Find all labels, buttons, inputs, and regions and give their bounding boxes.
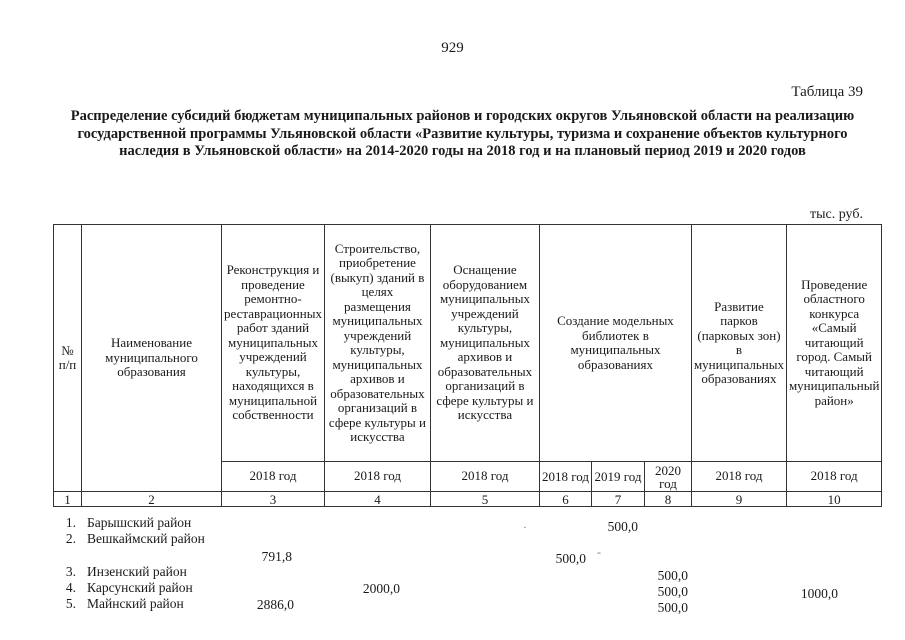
row-value-col8: 500,0 <box>657 584 688 599</box>
row-value-col3: 791,8 <box>261 549 292 564</box>
col-number-3: 3 <box>222 492 325 507</box>
year-col6: 2018 год <box>539 462 591 492</box>
year-col3: 2018 год <box>222 462 325 492</box>
row-number: 4. <box>65 580 76 595</box>
col-number-7: 7 <box>591 492 644 507</box>
row-name: Майнский район <box>87 596 184 611</box>
col-number-6: 6 <box>539 492 591 507</box>
year-col8: 2020 год <box>644 462 691 492</box>
row-name: Инзенский район <box>87 564 187 579</box>
col-number-9: 9 <box>691 492 786 507</box>
year-col7: 2019 год <box>591 462 644 492</box>
row-number: 1. <box>65 515 76 530</box>
subsidy-table-header <box>53 224 882 507</box>
row-value-col3: 2886,0 <box>256 597 294 612</box>
col-number-5: 5 <box>430 492 539 507</box>
header-parks: Развитие парков (парковых зон) в муниципальных образованиях <box>691 225 786 462</box>
year-col10: 2018 год <box>786 462 881 492</box>
row-name: Вешкаймский район <box>87 531 205 546</box>
col-number-1: 1 <box>54 492 82 507</box>
row-value-col7: 500,0 <box>607 519 638 534</box>
col-number-8: 8 <box>644 492 691 507</box>
row-number: 3. <box>65 564 76 579</box>
col-number-4: 4 <box>324 492 430 507</box>
row-value-col4: 2000,0 <box>362 581 400 596</box>
document-title: Распределение субсидий бюджетам муниципальных районов и городских округов Ульяновской области на реализацию государственной программы Ульяновской области «Развитие культуры, туризма и сохранение объектов культурного наследия в Ульяновской области» на 2014-2020 годы на 2018 год и на плановый период 2019 и 2020 годов <box>70 108 855 159</box>
row-value-col8: 500,0 <box>657 568 688 583</box>
year-col4: 2018 год <box>324 462 430 492</box>
row-value-col10: 1000,0 <box>800 586 838 601</box>
header-name: Наименование муниципального образования <box>82 225 222 492</box>
row-name: Барышский район <box>87 515 192 530</box>
scan-mark: · <box>523 520 527 534</box>
table-label: Таблица 39 <box>791 84 863 100</box>
header-num: № п/п <box>54 225 82 492</box>
year-col5: 2018 год <box>430 462 539 492</box>
row-value-col6: 500,0 <box>555 551 586 566</box>
year-col9: 2018 год <box>691 462 786 492</box>
row-number: 2. <box>65 531 76 546</box>
scan-mark: - <box>597 545 601 559</box>
row-value-col8: 500,0 <box>657 600 688 615</box>
header-equipment: Оснащение оборудованием муниципальных учреждений культуры, муниципальных архивов и образовательных организаций в сфере культуры и искусства <box>430 225 539 462</box>
units-label: тыс. руб. <box>810 207 863 222</box>
header-construction: Строительство, приобретение (выкуп) зданий в целях размещения муниципальных учреждений культуры, муниципальных архивов и образовательных организаций в сфере культуры и искусства <box>324 225 430 462</box>
page-number: 929 <box>441 40 464 56</box>
col-number-2: 2 <box>82 492 222 507</box>
header-reading-contest: Проведение областного конкурса «Самый читающий город. Самый читающий муниципальный район» <box>786 225 881 462</box>
col-number-10: 10 <box>786 492 881 507</box>
row-number: 5. <box>65 596 76 611</box>
row-name: Карсунский район <box>87 580 193 595</box>
header-reconstruction: Реконструкция и проведение ремонтно-реставрационных работ зданий муниципальных учреждений культуры, находящихся в муниципальной собственности <box>222 225 325 462</box>
header-model-libraries: Создание модельных библиотек в муниципальных образованиях <box>539 225 691 462</box>
